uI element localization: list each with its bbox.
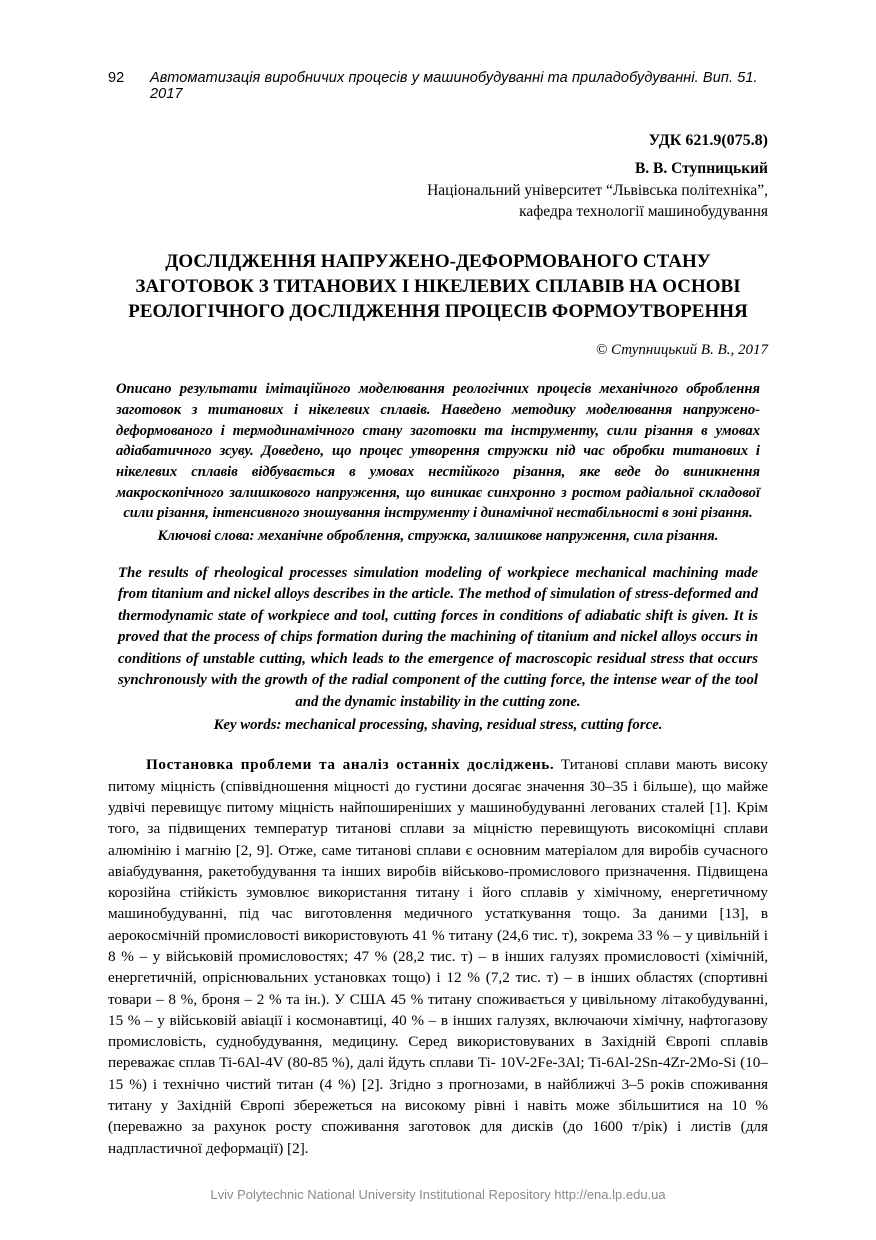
section-heading-inline: Постановка проблеми та аналіз останніх досліджень. bbox=[146, 756, 555, 774]
repository-footer: Lviv Polytechnic National University Institutional Repository http://ena.lp.edu.ua bbox=[210, 1187, 666, 1202]
author-name: В. В. Ступницький bbox=[634, 160, 768, 177]
abstract-ukrainian bbox=[116, 379, 760, 524]
udc-code: УДК 621.9(075.8) bbox=[648, 132, 768, 149]
page-number: 92 bbox=[108, 70, 125, 86]
running-head bbox=[108, 70, 768, 102]
keywords-english: Key words: mechanical processing, shaving, residual stress, cutting force. bbox=[213, 717, 663, 733]
body-paragraph-text: Титанові сплави мають високу питому міцність (співвідношення міцності до густини досягає значення 30–35 і більше), що майже удвічі перевищує питому міцність найпоширеніших у машинобудуванні легованих сталей [1]. Крім того, за підвищених температур титанові сплави за міцністю перевищують високоміцні сплави алюмінію і магнію [2, 9]. Отже, саме титанові сплави є основним матеріалом для виробів сучасного авіабудування, ракетобудування та інших виробів військово-промислового призначення. Підвищена корозійна стійкість зумовлює використання титану і його сплавів у хімічному, енергетичному машинобудуванні, під час виготовлення медичного устаткування тощо. За даними [13], в аерокосмічній промисловості використовують 41 % титану (24,6 тис. т), зокрема 33 % – у цивільній і 8 % – у військовій промисловостях; 47 % (28,2 тис. т) – в інших галузях промисловості (хімічній, енергетичній, опріснювальних установках тощо) і 12 % (7,2 тис. т) – в інших областях (спортивні товари – 8 %, броня – 2 % та ін.). У США 45 % титану споживається у цивільному літакобудуванні, 15 % – у військовій авіації і космонавтиці, 40 % – в інших галузях, включаючи хімічну, нафтогазову промисловість, суднобудування, медицину. Серед використовуваних в Західній Європі сплавів переважає сплав Ti-6Al-4V (80-85 %), далі йдуть сплави Ti- 10V-2Fe-3Al; Ti-6Al-2Sn-4Zr-2Mo-Si (10–15 %) і технічно чистий титан (4 %) [2]. Згідно з прогнозами, в найближчі 3–5 років споживання титану у Західній Європі збережеться на високому рівні і навіть може збільшитися на 10 % (переважно за рахунок росту споживання заготовок для дисків (до 1600 т/рік) і листів (для надпластичної деформації) [2]. bbox=[108, 756, 768, 1157]
keywords-ukrainian: Ключові слова: механічне оброблення, стружка, залишкове напруження, сила різання. bbox=[157, 528, 719, 545]
journal-running-title: Автоматизація виробничих процесів у машинобудуванні та приладобудуванні. Вип. 51. 2017 bbox=[150, 70, 758, 102]
abstract-ukrainian-text: Описано результати імітаційного моделювання реологічних процесів механічного оброблення заготовок з титанових і нікелевих сплавів. Наведено методику моделювання напружено-деформованого і термодинамічного стану заготовки та інструменту, сили різання в умовах адіабатичного зсуву. Доведено, що процес утворення стружки під час обробки титанових і нікелевих сплавів відбувається в умовах нестійкого різання, яке веде до виникнення макроскопічного залишкового напруження, що виникає синхронно з ростом радіальної складової сили різання, інтенсивного зношування інструменту і динамічної нестабільності в зоні різання. bbox=[116, 381, 760, 522]
affiliation-department: кафедра технології машинобудування bbox=[519, 202, 768, 220]
abstract-english bbox=[118, 563, 758, 713]
affiliation-university: Національний університет “Львівська політехніка”, bbox=[427, 182, 768, 199]
body-paragraph bbox=[108, 754, 768, 1158]
abstract-english-text: The results of rheological processes simulation modeling of workpiece mechanical machining made from titanium and nickel alloys describes in the article. The method of simulation of stress-deformed and thermodynamic state of workpiece and tool, cutting forces in conditions of adiabatic shift is given. It is proved that the process of chips formation during the machining of titanium and nickel alloys occurs in conditions of unstable cutting, which leads to the emergence of macroscopic residual stress that occurs synchronously with the growth of the radial component of the cutting force, the intense wear of the tool and the dynamic instability in the cutting zone. bbox=[118, 564, 758, 710]
copyright-line: © Ступницький В. В., 2017 bbox=[595, 342, 768, 359]
paper-title: ДОСЛІДЖЕННЯ НАПРУЖЕНО-ДЕФОРМОВАНОГО СТАНУ ЗАГОТОВОК З ТИТАНОВИХ І НІКЕЛЕВИХ СПЛАВІВ НА ОСНОВІ РЕОЛОГІЧНОГО ДОСЛІДЖЕННЯ ПРОЦЕСІВ ФОРМОУТВОРЕННЯ bbox=[128, 250, 748, 322]
